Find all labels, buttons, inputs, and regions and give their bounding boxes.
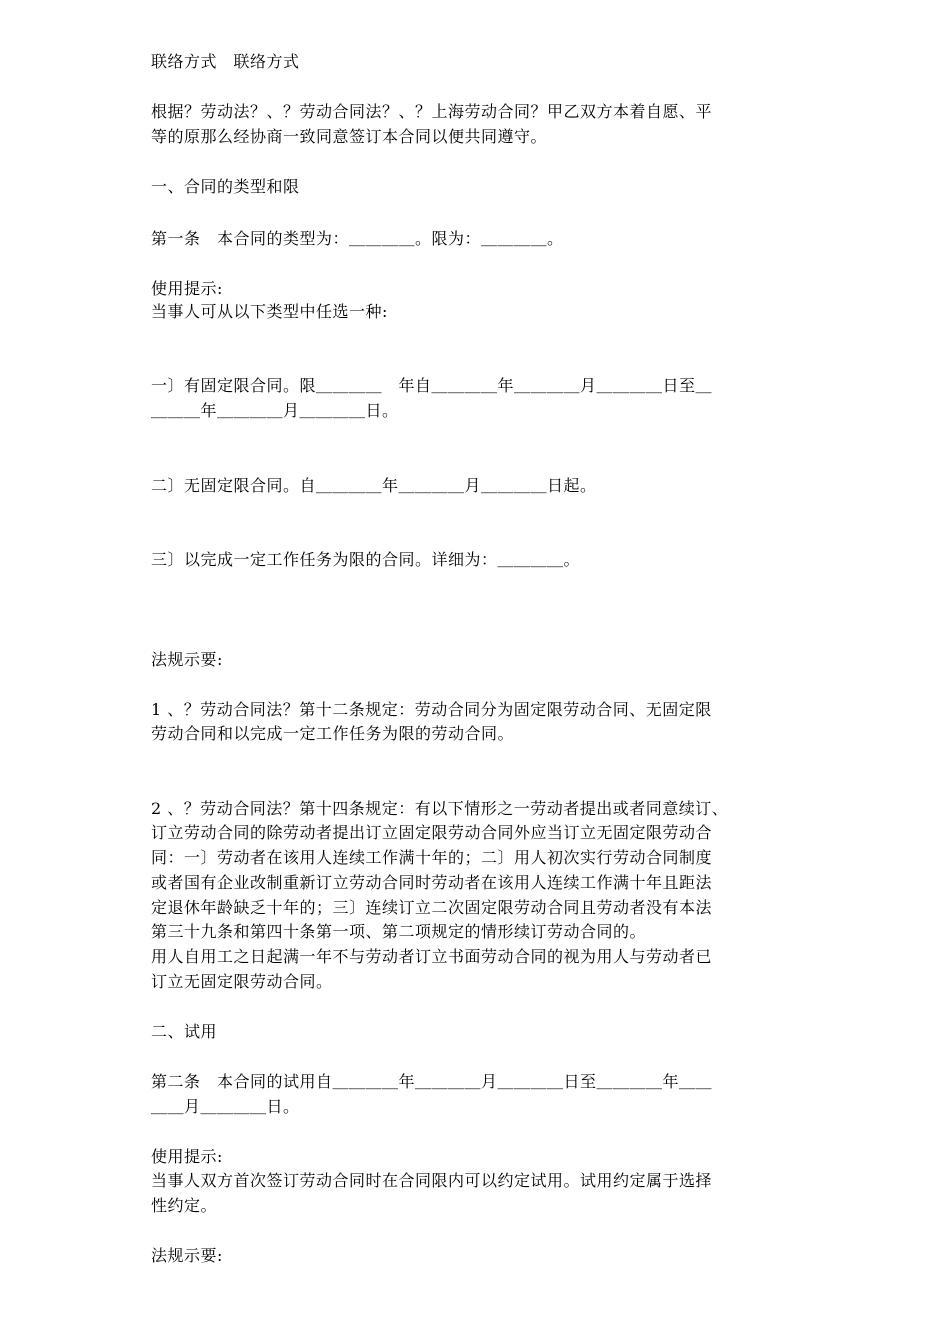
contact-heading: 联络方式 联络方式 xyxy=(151,52,300,71)
paragraph-line: 根据？劳动法？、？劳动合同法？、？上海劳动合同？甲乙双方本着自愿、平 xyxy=(151,102,713,121)
option-line: 三〕以完成一定工作任务为限的合同。详细为：＿＿＿＿。 xyxy=(151,550,581,569)
option-line: 二〕无固定限合同。自＿＿＿＿年＿＿＿＿月＿＿＿＿日起。 xyxy=(151,476,597,495)
paragraph-line: 当事人可从以下类型中任选一种: xyxy=(151,302,388,321)
section-heading: 二、试用 xyxy=(151,1022,218,1041)
paragraph-line: 用人自用工之日起满一年不与劳动者订立书面劳动合同的视为用人与劳动者已 xyxy=(151,947,713,966)
regulation-label: 法规示要: xyxy=(151,1246,223,1265)
tip-label: 使用提示: xyxy=(151,279,223,298)
option-line: ＿＿＿年＿＿＿＿月＿＿＿＿日。 xyxy=(151,401,399,420)
paragraph-line: 同：一〕劳动者在该用人连续工作满十年的；二〕用人初次实行劳动合同制度 xyxy=(151,848,713,867)
paragraph-line: 定退休年龄缺乏十年的；三〕连续订立二次固定限劳动合同且劳动者没有本法 xyxy=(151,898,713,917)
paragraph-line: 劳动合同和以完成一定工作任务为限的劳动合同。 xyxy=(151,724,515,743)
article-line: 第一条 本合同的类型为：＿＿＿＿。限为：＿＿＿＿。 xyxy=(151,229,564,248)
section-heading: 一、合同的类型和限 xyxy=(151,177,300,196)
paragraph-line: 1 、？劳动合同法？第十二条规定：劳动合同分为固定限劳动合同、无固定限 xyxy=(151,700,712,719)
paragraph-line: 等的原那么经协商一致同意签订本合同以便共同遵守。 xyxy=(151,127,548,146)
paragraph-line: 订立劳动合同的除劳动者提出订立固定限劳动合同外应当订立无固定限劳动合 xyxy=(151,823,713,842)
option-line: 一〕有固定限合同。限＿＿＿＿ 年自＿＿＿＿年＿＿＿＿月＿＿＿＿日至＿ xyxy=(151,376,713,395)
tip-label: 使用提示: xyxy=(151,1147,223,1166)
paragraph-line: 第三十九条和第四十条第一项、第二项规定的情形续订劳动合同的。 xyxy=(151,922,647,941)
paragraph-line: 或者国有企业改制重新订立劳动合同时劳动者在该用人连续工作满十年且距法 xyxy=(151,873,713,892)
paragraph-line: 订立无固定限劳动合同。 xyxy=(151,972,333,991)
article-line: 第二条 本合同的试用自＿＿＿＿年＿＿＿＿月＿＿＿＿日至＿＿＿＿年＿＿ xyxy=(151,1072,713,1091)
article-line: ＿＿月＿＿＿＿日。 xyxy=(151,1097,300,1116)
paragraph-line: 当事人双方首次签订劳动合同时在合同限内可以约定试用。试用约定属于选择 xyxy=(151,1171,713,1190)
regulation-label: 法规示要: xyxy=(151,650,223,669)
paragraph-line: 性约定。 xyxy=(151,1196,218,1215)
paragraph-line: 2 、？劳动合同法？第十四条规定：有以下情形之一劳动者提出或者同意续订、 xyxy=(151,799,729,818)
